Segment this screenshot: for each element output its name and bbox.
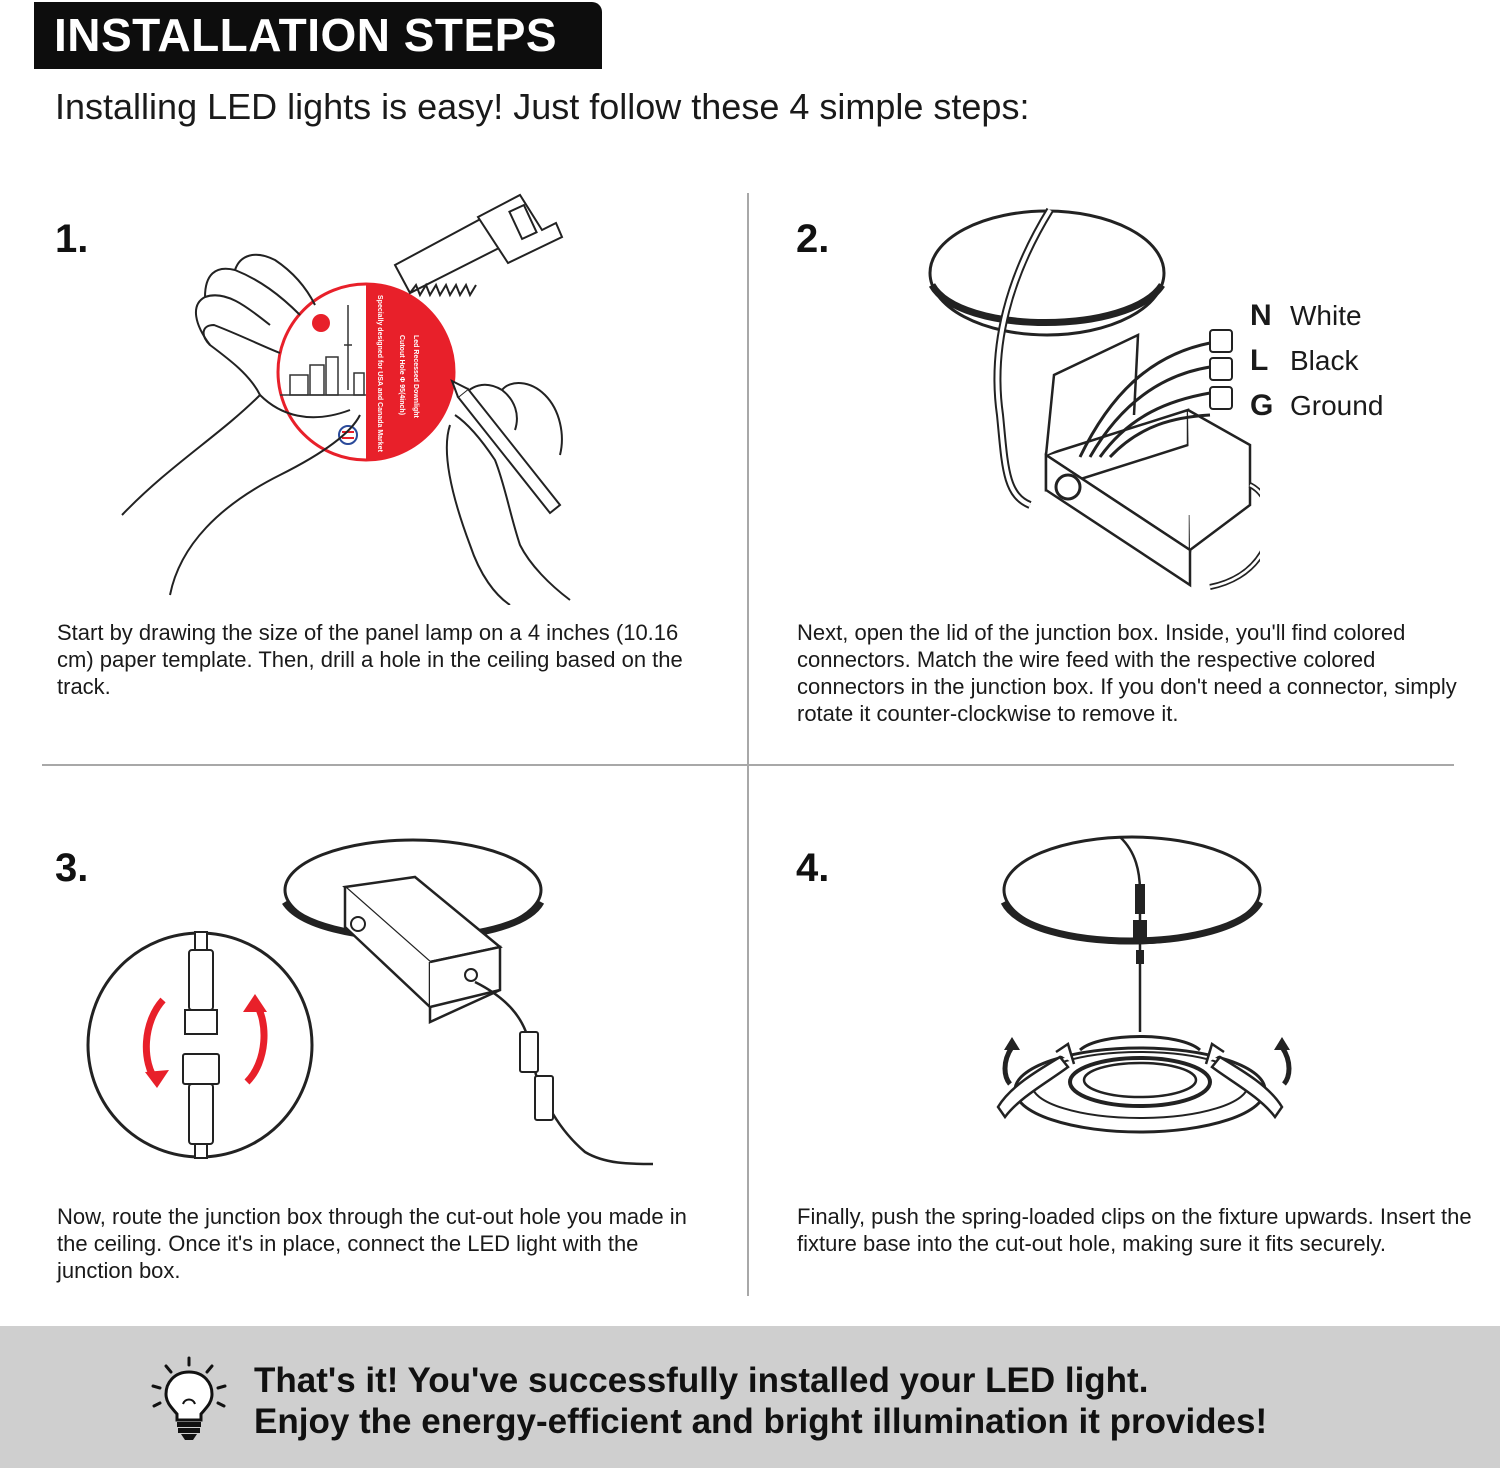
quick-connector bbox=[520, 1032, 553, 1120]
footer-message bbox=[254, 1360, 1267, 1442]
canada-flag-icon bbox=[312, 314, 330, 332]
wire-label-line bbox=[1250, 344, 1358, 378]
step-2-number: 2. bbox=[796, 217, 830, 261]
footer-line-2: Enjoy the energy-efficient and bright illumination it provides! bbox=[254, 1402, 1268, 1441]
step-3-number: 3. bbox=[55, 846, 89, 890]
step-1-description: Start by drawing the size of the panel lamp on a 4 inches (10.16 cm) paper template. Then, drill a hole in the ceiling based on the track. bbox=[57, 620, 683, 699]
clip-arrow-right bbox=[1282, 1047, 1289, 1084]
step-1-illustration bbox=[110, 185, 590, 605]
wire-name-white: White bbox=[1290, 300, 1362, 331]
step-1-number: 1. bbox=[55, 217, 89, 261]
step-3-description: Now, route the junction box through the cut-out hole you made in the ceiling. Once it's in place, connect the LED light with the junction box. bbox=[57, 1204, 687, 1283]
template-text-2: Cutout Hole Φ 95(4inch) bbox=[398, 335, 405, 416]
step-3-illustration bbox=[85, 832, 665, 1172]
template-text-3: Led Recessed Downlight bbox=[412, 335, 419, 418]
wire-label-neutral bbox=[1250, 299, 1362, 333]
wire-name-ground: Ground bbox=[1290, 390, 1384, 421]
template-text-1: Specially designed for USA and Canada Market bbox=[376, 295, 383, 452]
usa-flag-icon bbox=[339, 426, 357, 444]
page-subtitle: Installing LED lights is easy! Just follow these 4 simple steps: bbox=[55, 86, 1030, 127]
wire-code-g: G bbox=[1250, 389, 1274, 422]
footer-banner bbox=[0, 1326, 1500, 1468]
page-title: INSTALLATION STEPS bbox=[54, 9, 558, 61]
wire-label-ground bbox=[1250, 389, 1383, 423]
led-cable bbox=[475, 982, 653, 1164]
step-4-illustration bbox=[990, 832, 1300, 1152]
clip-arrow-left bbox=[1005, 1047, 1012, 1084]
wire-code-l: L bbox=[1250, 344, 1269, 377]
saw-icon bbox=[395, 195, 562, 295]
step-4-number: 4. bbox=[796, 846, 830, 890]
lightbulb-icon bbox=[150, 1356, 228, 1440]
step-2-description: Next, open the lid of the junction box. Inside, you'll find colored connectors. Match the wire feed with the respective colored connectors in the junction box. If you don't need a connector, simply rotate it counter-clockwise to remove it. bbox=[797, 620, 1457, 726]
wire-code-n: N bbox=[1250, 299, 1272, 332]
wire-name-black: Black bbox=[1290, 345, 1359, 376]
title-banner bbox=[34, 2, 602, 69]
step-4-description: Finally, push the spring-loaded clips on the fixture upwards. Insert the fixture base into the cut-out hole, making sure it fits securely. bbox=[797, 1204, 1472, 1256]
footer-line-1: That's it! You've successfully installed your LED light. bbox=[254, 1361, 1149, 1400]
step-2-illustration bbox=[920, 195, 1260, 595]
fixture-lens bbox=[1070, 1058, 1210, 1106]
horizontal-divider bbox=[42, 764, 1454, 766]
inline-connector bbox=[1133, 884, 1147, 964]
wire-connectors bbox=[1210, 330, 1232, 409]
vertical-divider bbox=[747, 193, 749, 1296]
ceiling-disc bbox=[930, 211, 1164, 335]
cable-grommet bbox=[1056, 475, 1080, 499]
